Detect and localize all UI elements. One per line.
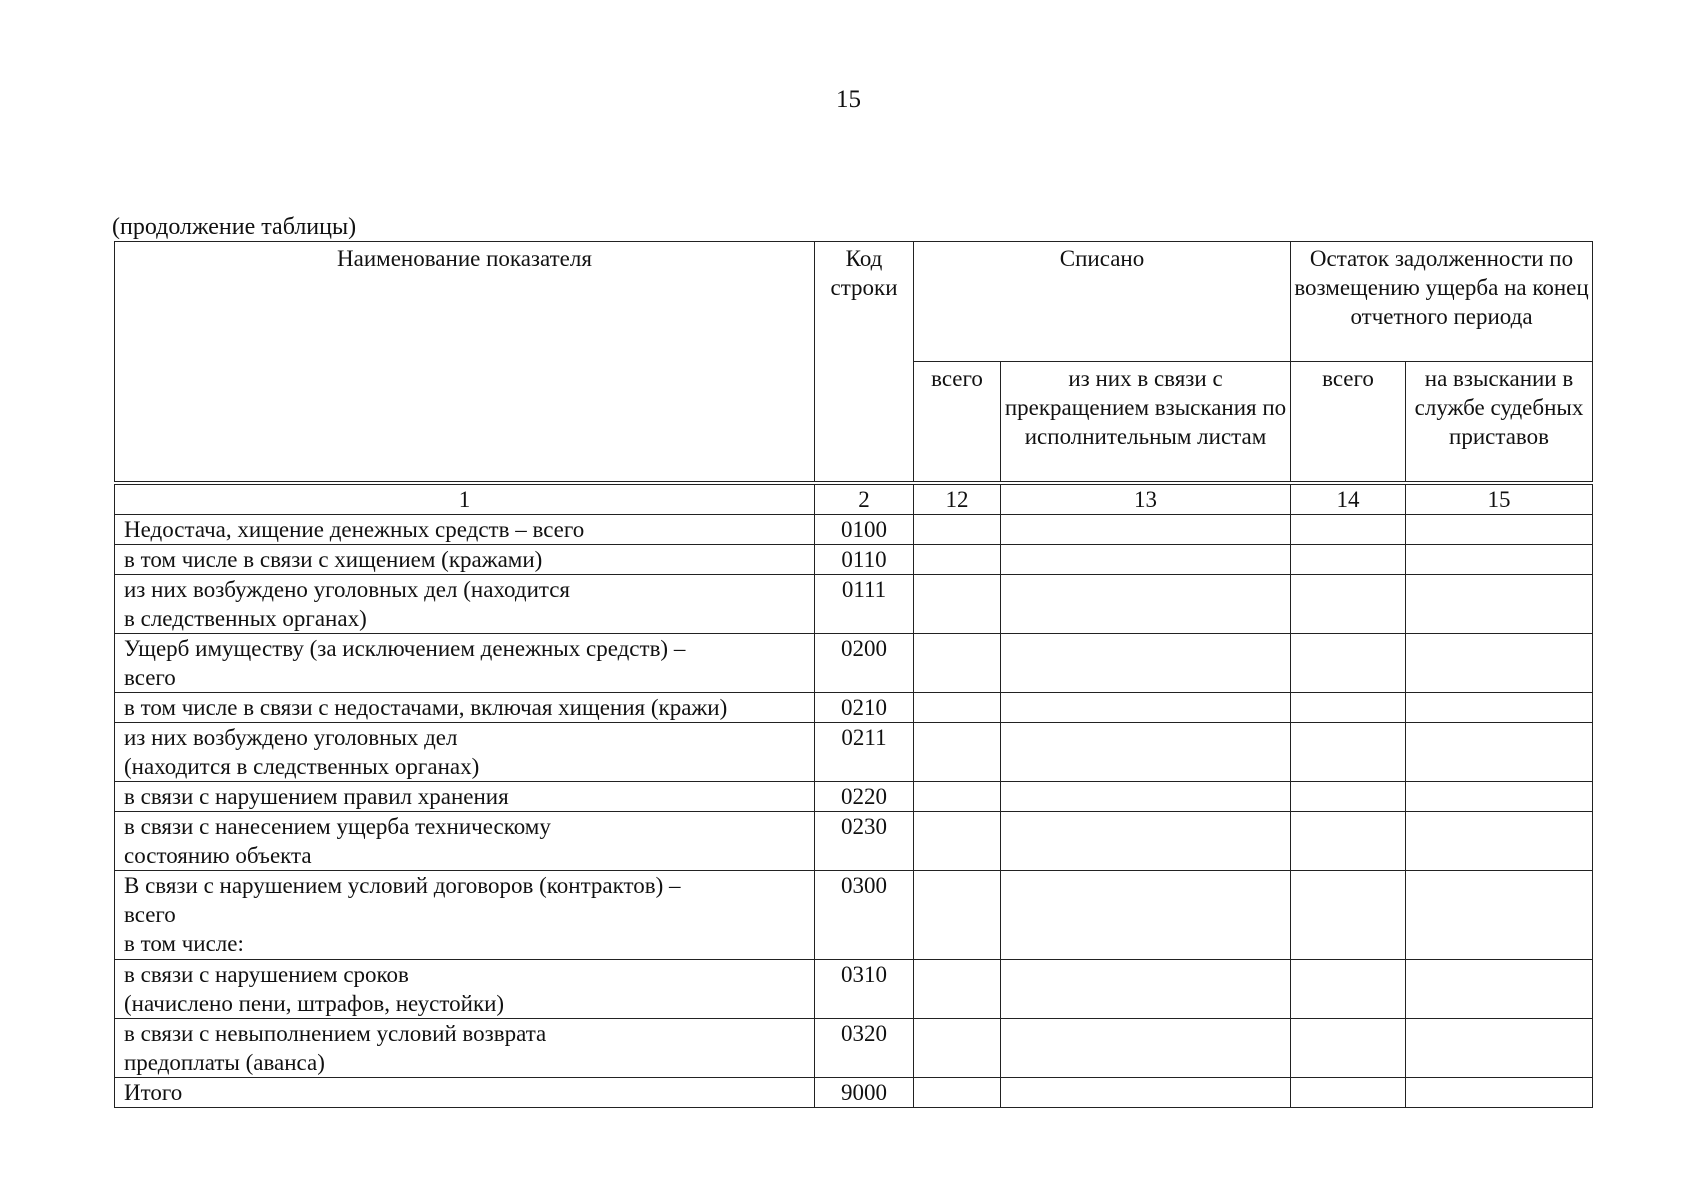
- cell-col-12: [914, 960, 1001, 1019]
- row-code: 9000: [815, 1078, 914, 1108]
- cell-col-13: [1001, 634, 1291, 693]
- cell-col-14: [1291, 1078, 1406, 1108]
- table-row: [115, 575, 1593, 634]
- column-number: 2: [815, 483, 914, 515]
- header-written-off-total: всего: [914, 362, 1001, 484]
- row-code: 0211: [815, 723, 914, 782]
- cell-col-12: [914, 782, 1001, 812]
- cell-col-13: [1001, 575, 1291, 634]
- row-name: в том числе в связи с хищением (кражами): [115, 545, 815, 575]
- row-code: 0210: [815, 693, 914, 723]
- cell-col-14: [1291, 871, 1406, 960]
- row-name: Итого: [115, 1078, 815, 1108]
- cell-col-12: [914, 634, 1001, 693]
- cell-col-14: [1291, 634, 1406, 693]
- row-code: 0310: [815, 960, 914, 1019]
- table-row: [115, 1019, 1593, 1078]
- row-name: в связи с нарушением правил хранения: [115, 782, 815, 812]
- table-row: [115, 812, 1593, 871]
- cell-col-12: [914, 575, 1001, 634]
- cell-col-12: [914, 871, 1001, 960]
- row-name: из них возбуждено уголовных дел (находится в следственных органах): [115, 575, 815, 634]
- row-name: в том числе в связи с недостачами, включая хищения (кражи): [115, 693, 815, 723]
- row-name: в связи с нарушением сроков (начислено пени, штрафов, неустойки): [115, 960, 815, 1019]
- header-balance: Остаток задолженности по возмещению ущерба на конец отчетного периода: [1291, 242, 1593, 362]
- cell-col-13: [1001, 723, 1291, 782]
- row-code: 0110: [815, 545, 914, 575]
- table-row: [115, 545, 1593, 575]
- header-code: Код строки: [815, 242, 914, 484]
- cell-col-15: [1406, 515, 1593, 545]
- cell-col-14: [1291, 1019, 1406, 1078]
- cell-col-15: [1406, 871, 1593, 960]
- cell-col-13: [1001, 545, 1291, 575]
- row-code: 0300: [815, 871, 914, 960]
- cell-col-15: [1406, 1078, 1593, 1108]
- cell-col-15: [1406, 960, 1593, 1019]
- row-name: в связи с невыполнением условий возврата предоплаты (аванса): [115, 1019, 815, 1078]
- cell-col-14: [1291, 575, 1406, 634]
- cell-col-14: [1291, 515, 1406, 545]
- cell-col-12: [914, 515, 1001, 545]
- row-code: 0230: [815, 812, 914, 871]
- row-name: В связи с нарушением условий договоров (контрактов) – всего в том числе:: [115, 871, 815, 960]
- page-number: 15: [836, 86, 861, 113]
- table-row: [115, 871, 1593, 960]
- cell-col-15: [1406, 575, 1593, 634]
- row-code: 0200: [815, 634, 914, 693]
- cell-col-15: [1406, 723, 1593, 782]
- table-row: [115, 782, 1593, 812]
- row-code: 0100: [815, 515, 914, 545]
- cell-col-13: [1001, 960, 1291, 1019]
- report-table: [114, 241, 1593, 1108]
- continuation-label: (продолжение таблицы): [112, 214, 357, 240]
- column-number: 14: [1291, 483, 1406, 515]
- row-name: из них возбуждено уголовных дел (находится в следственных органах): [115, 723, 815, 782]
- cell-col-12: [914, 693, 1001, 723]
- row-name: Недостача, хищение денежных средств – всего: [115, 515, 815, 545]
- cell-col-13: [1001, 515, 1291, 545]
- cell-col-14: [1291, 693, 1406, 723]
- table-row: [115, 515, 1593, 545]
- cell-col-14: [1291, 812, 1406, 871]
- column-number: 12: [914, 483, 1001, 515]
- cell-col-14: [1291, 782, 1406, 812]
- cell-col-12: [914, 1078, 1001, 1108]
- cell-col-14: [1291, 723, 1406, 782]
- table-row: [115, 693, 1593, 723]
- cell-col-15: [1406, 634, 1593, 693]
- table-row: [115, 1078, 1593, 1108]
- row-code: 0320: [815, 1019, 914, 1078]
- column-number: 13: [1001, 483, 1291, 515]
- header-balance-total: всего: [1291, 362, 1406, 484]
- cell-col-15: [1406, 1019, 1593, 1078]
- report-table-wrapper: [114, 241, 1592, 1108]
- header-written-off-terminated: из них в связи с прекращением взыскания по исполнительным листам: [1001, 362, 1291, 484]
- cell-col-13: [1001, 693, 1291, 723]
- cell-col-13: [1001, 812, 1291, 871]
- row-code: 0111: [815, 575, 914, 634]
- row-code: 0220: [815, 782, 914, 812]
- cell-col-14: [1291, 545, 1406, 575]
- header-name: Наименование показателя: [115, 242, 815, 484]
- cell-col-12: [914, 812, 1001, 871]
- column-number-row: [115, 483, 1593, 515]
- row-name: Ущерб имуществу (за исключением денежных средств) – всего: [115, 634, 815, 693]
- cell-col-15: [1406, 545, 1593, 575]
- cell-col-12: [914, 545, 1001, 575]
- cell-col-13: [1001, 871, 1291, 960]
- row-name: в связи с нанесением ущерба техническому состоянию объекта: [115, 812, 815, 871]
- cell-col-15: [1406, 812, 1593, 871]
- table-row: [115, 960, 1593, 1019]
- column-number: 15: [1406, 483, 1593, 515]
- cell-col-15: [1406, 693, 1593, 723]
- table-row: [115, 634, 1593, 693]
- column-number: 1: [115, 483, 815, 515]
- cell-col-12: [914, 723, 1001, 782]
- cell-col-13: [1001, 782, 1291, 812]
- cell-col-12: [914, 1019, 1001, 1078]
- table-row: [115, 723, 1593, 782]
- header-balance-bailiffs: на взыскании в службе судебных приставов: [1406, 362, 1593, 484]
- cell-col-14: [1291, 960, 1406, 1019]
- cell-col-15: [1406, 782, 1593, 812]
- cell-col-13: [1001, 1019, 1291, 1078]
- header-written-off: Списано: [914, 242, 1291, 362]
- cell-col-13: [1001, 1078, 1291, 1108]
